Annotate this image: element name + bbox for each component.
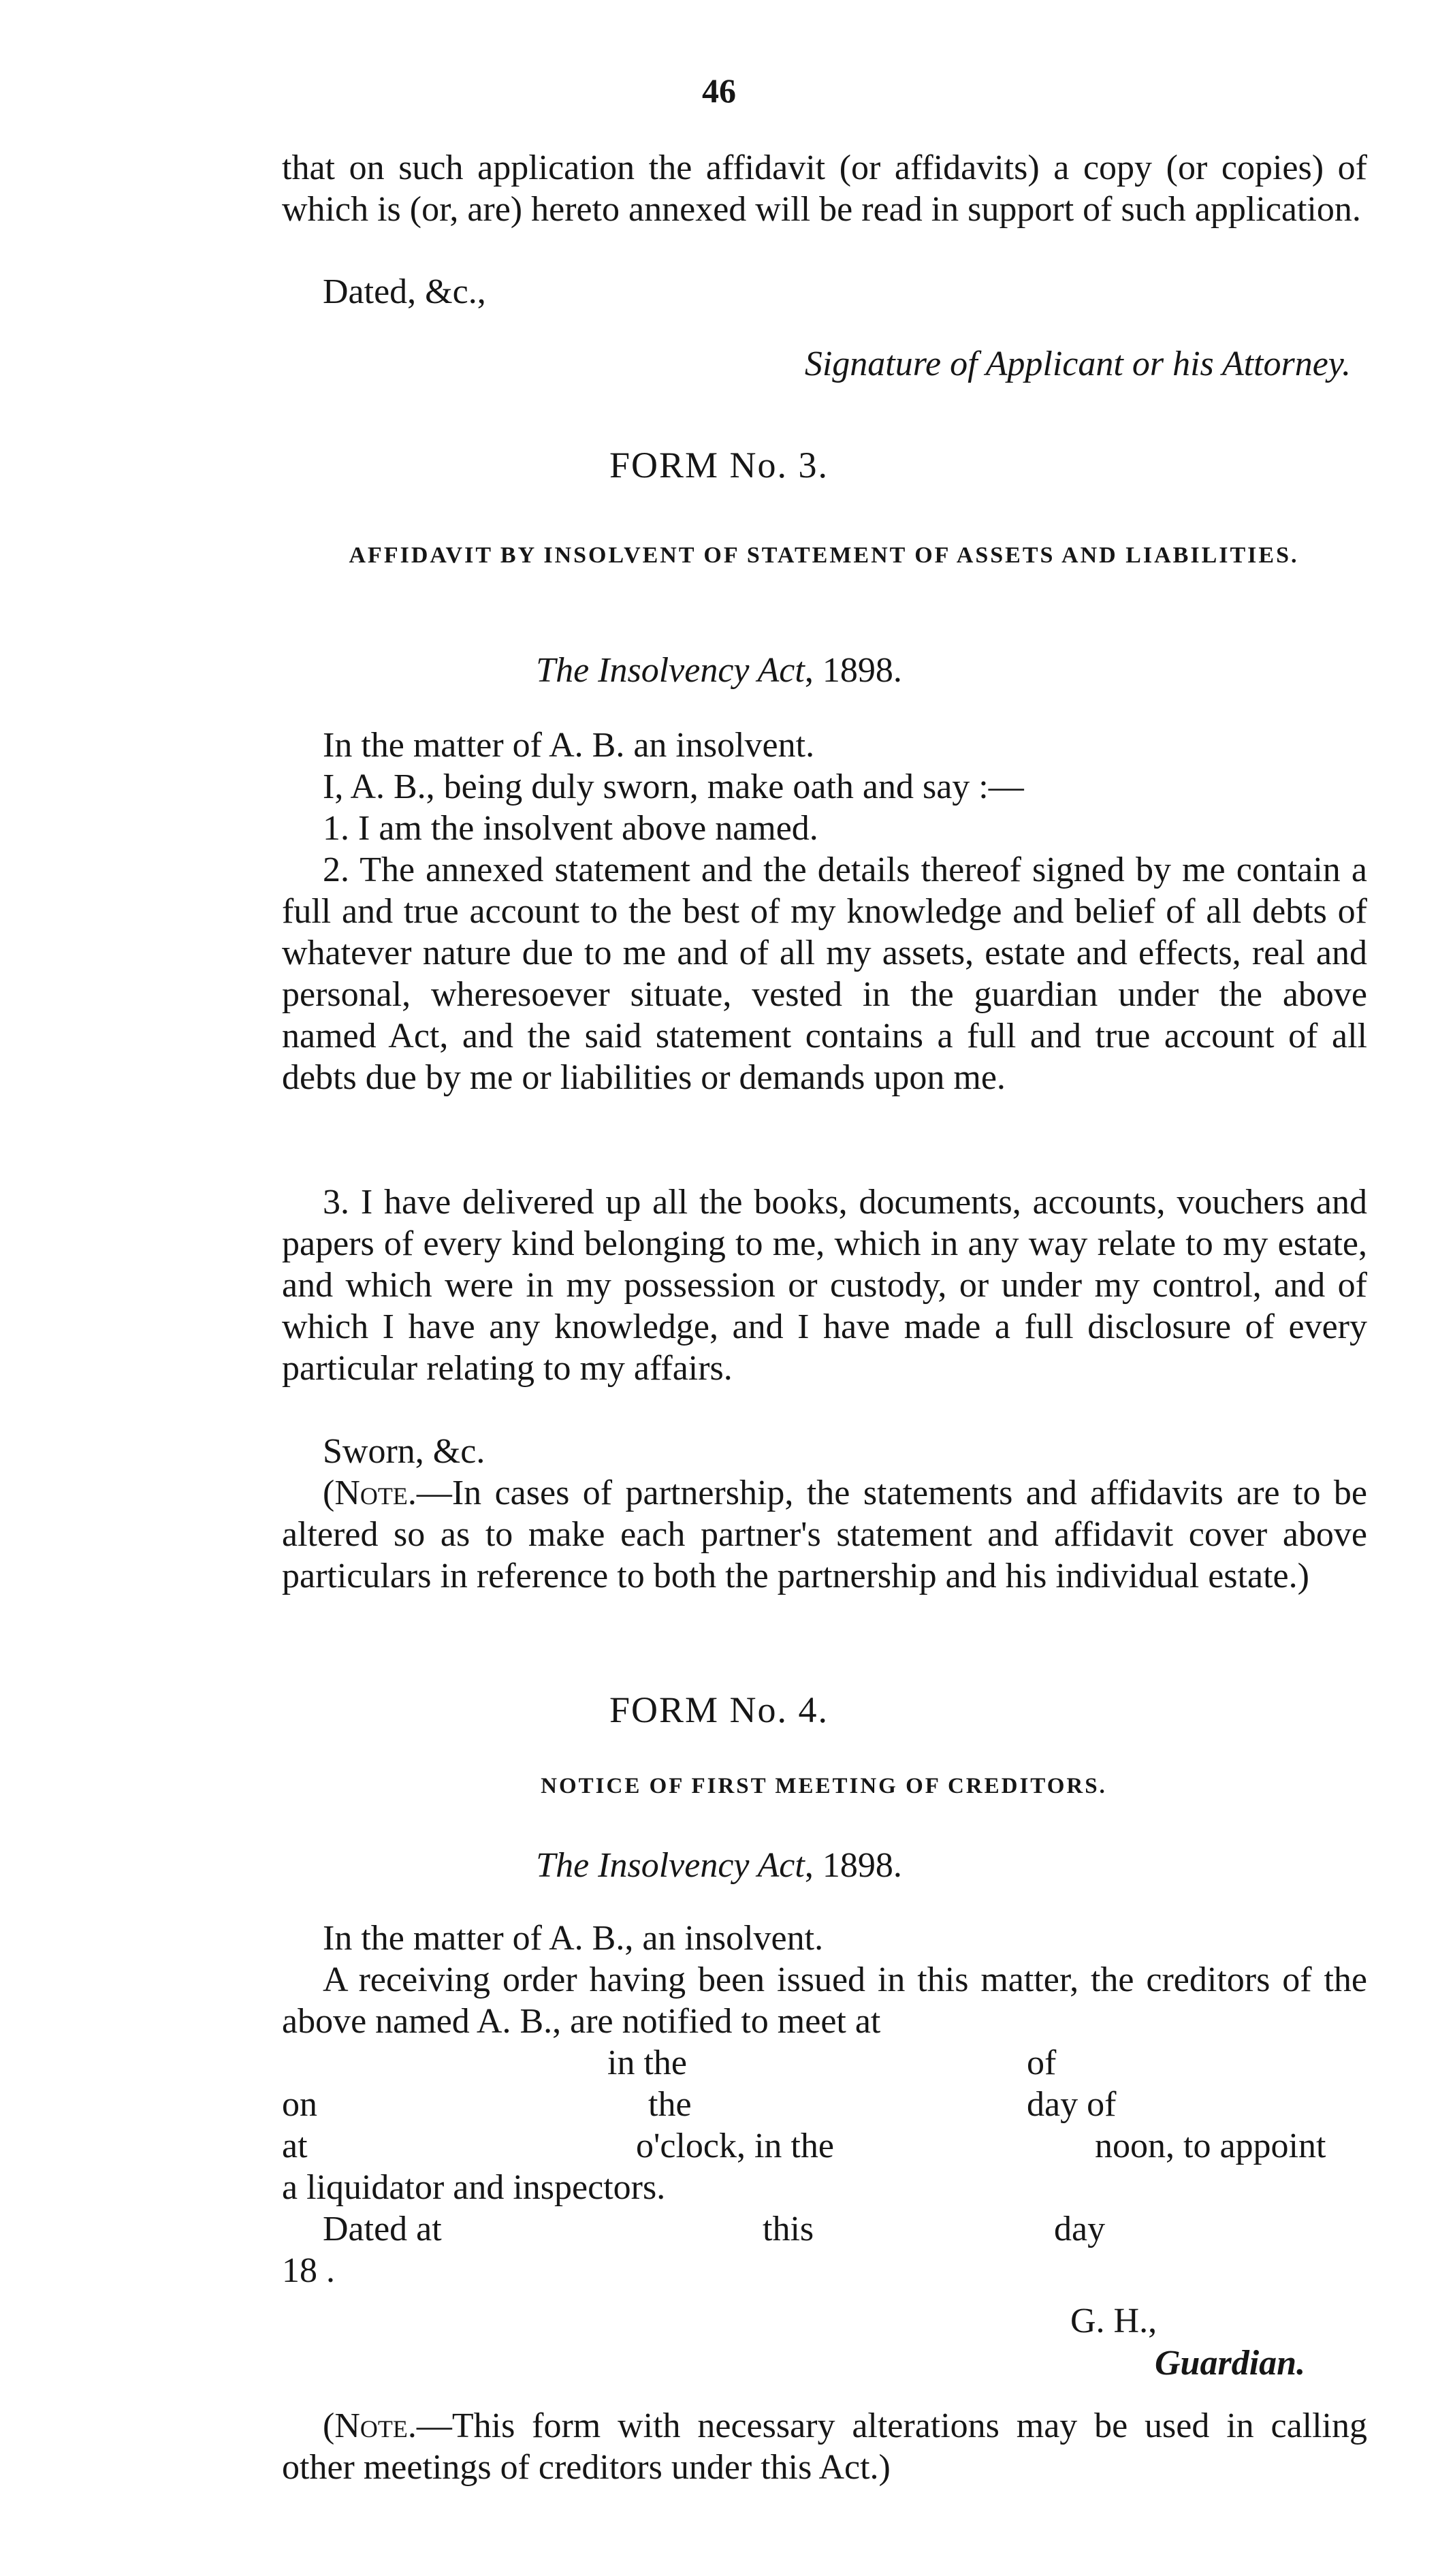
- form3-item-3: 3. I have delivered up all the books, documents, accounts, vouchers and papers of every kind belonging to me, which in any way relate to my estate, and which were in my possession or custody, or under my control, and of which I have any knowledge, and I have made a full disclosure of every particular relating to my affairs.: [282, 1183, 1367, 1388]
- form3-heading: AFFIDAVIT BY INSOLVENT OF STATEMENT OF ASSETS AND LIABILITIES.: [349, 543, 1299, 568]
- page-number: 46: [702, 71, 736, 110]
- blank-in-the: in the: [607, 2044, 687, 2082]
- form3-note-text: —In cases of partnership, the statements and affidavits are to be altered so as to make each partner's statement and affidavit cover above particulars in reference to both the partnership and his individual estate.): [282, 1474, 1367, 1595]
- form3-act-name: [0, 650, 1438, 690]
- form3-item-1: 1. I am the insolvent above named.: [323, 809, 818, 848]
- blank-day-of: day of: [1027, 2085, 1117, 2124]
- form4-note-text: —This form with necessary alterations may be used in calling other meetings of creditors under this Act.): [282, 2406, 1367, 2487]
- blank-of: of: [1027, 2044, 1057, 2082]
- blank-on: on: [282, 2085, 317, 2124]
- blank-at: at: [282, 2127, 308, 2165]
- form4-note: [282, 2405, 1367, 2488]
- form4-act-year: , 1898.: [804, 1846, 902, 1885]
- form3-oath: I, A. B., being duly sworn, make oath and say :—: [323, 767, 1024, 806]
- form2-dated: Dated, &c.,: [323, 272, 486, 311]
- blank-oclock: o'clock, in the: [636, 2127, 834, 2165]
- year-blank: 18 .: [282, 2251, 335, 2290]
- form4-heading: NOTICE OF FIRST MEETING OF CREDITORS.: [541, 1774, 1107, 1798]
- form4-act-name: [0, 1845, 1438, 1886]
- form3-item-2: 2. The annexed statement and the details thereof signed by me contain a full and true account to the best of my knowledge and belief of all debts of whatever nature due to me and of all my assets, estate and effects, real and personal, wheresoever situate, vested in the guardian under the above named Act, and the said statement contains a full and true account of all debts due by me or liabilities or demands upon me.: [282, 850, 1367, 1097]
- blank-the: the: [648, 2085, 692, 2124]
- form3-note-label: (Note.: [323, 1474, 417, 1512]
- dated-at: Dated at: [323, 2210, 442, 2248]
- form3-act-year: , 1898.: [804, 651, 902, 690]
- form4-title: FORM No. 4.: [609, 1689, 829, 1730]
- form4-note-label: (Note.: [323, 2406, 417, 2445]
- blank-noon: noon, to appoint: [1095, 2127, 1326, 2165]
- form4-paragraph: A receiving order having been issued in this matter, the creditors of the above named A. B., are notified to meet at: [282, 1960, 1367, 2041]
- dated-day: day: [1054, 2210, 1106, 2248]
- form4-appoint-tail: a liquidator and inspectors.: [282, 2168, 666, 2207]
- form3-act-title: The Insolvency Act: [536, 651, 805, 690]
- form2-paragraph: that on such application the affidavit (or affidavits) a copy (or copies) of which is (or, are) hereto annexed will be read in support of such application.: [282, 148, 1367, 229]
- form3-matter: In the matter of A. B. an insolvent.: [323, 726, 815, 765]
- applicant-signature-line: Signature of Applicant or his Attorney.: [804, 345, 1351, 383]
- form4-matter: In the matter of A. B., an insolvent.: [323, 1919, 824, 1958]
- guardian-title: Guardian.: [1155, 2344, 1306, 2383]
- form3-sworn: Sworn, &c.: [323, 1432, 485, 1471]
- guardian-initials: G. H.,: [1070, 2302, 1157, 2340]
- form3-title: FORM No. 3.: [609, 445, 829, 486]
- form3-note: [282, 1472, 1367, 1597]
- dated-this: this: [763, 2210, 814, 2248]
- form4-act-title: The Insolvency Act: [536, 1846, 805, 1885]
